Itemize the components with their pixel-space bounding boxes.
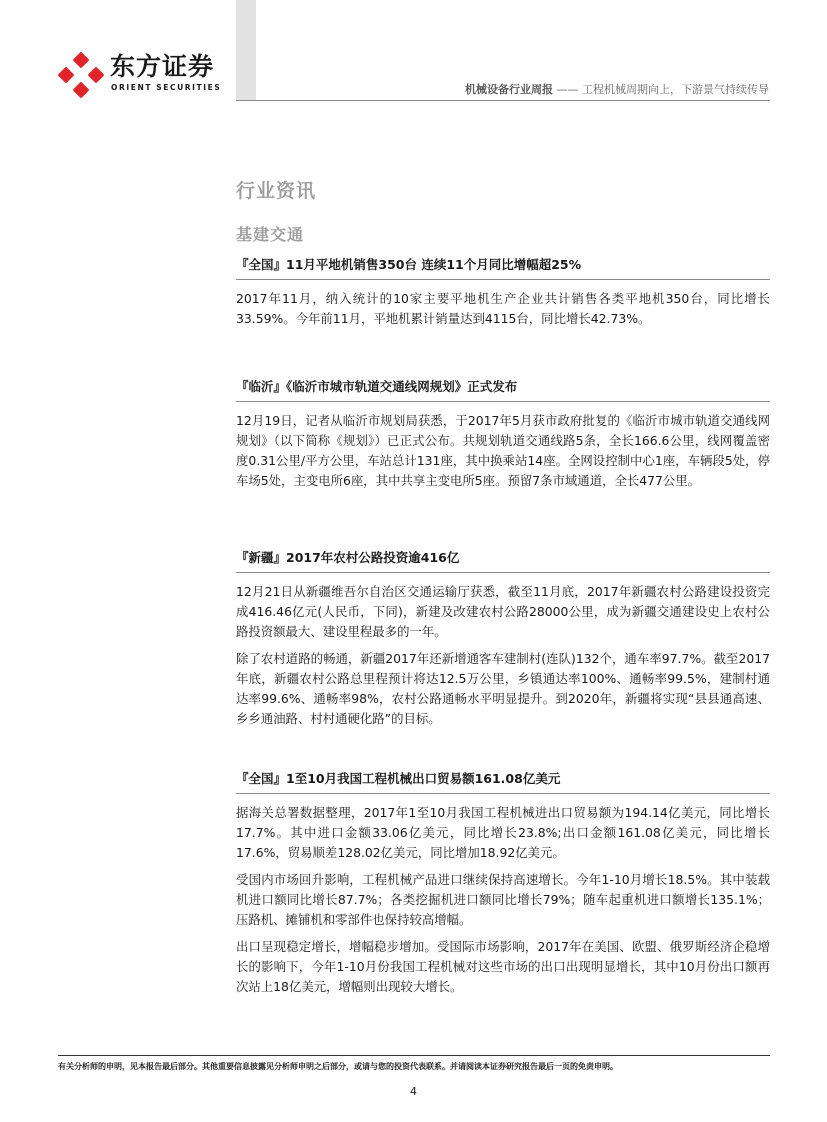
report-type: 机械设备行业周报 [465, 83, 553, 96]
article-1 [236, 257, 770, 329]
article-paragraph: 受国内市场回升影响，工程机械产品进口继续保持高速增长。今年1-10月增长18.5%。其中装载机进口额同比增长87.7%；各类挖掘机进口额同比增长79%；随车起重机进口额增长135.1%；压路机、摊铺机和零部件也保持较高增幅。 [236, 872, 770, 927]
article-3 [236, 550, 770, 729]
logo-english-name: ORIENT SECURITIES [111, 83, 222, 92]
section-title: 行业资讯 [236, 180, 317, 202]
article-paragraph: 2017年11月，纳入统计的10家主要平地机生产企业共计销售各类平地机350台，同比增长33.59%。今年前11月，平地机累计销量达到4115台，同比增长42.73%。 [236, 291, 770, 326]
logo-chinese-name: 东方证券 [110, 52, 215, 81]
article-paragraph: 出口呈现稳定增长，增幅稳步增加。受国际市场影响，2017年在美国、欧盟、俄罗斯经济企稳增长的影响下，今年1-10月份我国工程机械对这些市场的出口出现明显增长，其中10月份出口额再次站上18亿美元，增幅则出现较大增长。 [236, 939, 770, 994]
article-title: 『全国』11月平地机销售350台 连续11个月同比增幅超25% [236, 257, 770, 280]
article-title: 『全国』1至10月我国工程机械出口贸易额161.08亿美元 [236, 771, 770, 794]
article-2 [236, 379, 770, 491]
running-header [465, 81, 769, 97]
article-paragraph: 12月21日从新疆维吾尔自治区交通运输厅获悉，截至11月底，2017年新疆农村公路建设投资完成416.46亿元(人民币，下同)，新建及改建农村公路28000公里，成为新疆交通建设史上农村公路投资额最大、建设里程最多的一年。 [236, 584, 770, 639]
header-separator: —— [553, 83, 582, 96]
footer-disclaimer: 有关分析师的申明，见本报告最后部分。其他重要信息披露见分析师申明之后部分，或请与您的投资代表联系。并请阅读本证券研究报告最后一页的免责申明。 [58, 1062, 618, 1071]
sub-section-title: 基建交通 [236, 225, 305, 244]
article-paragraph: 除了农村道路的畅通，新疆2017年还新增通客车建制村(连队)132个，通车率97.7%。截至2017年底，新疆农村公路总里程预计将达12.5万公里，乡镇通达率100%、通畅率99.5%，建制村通达率99.6%、通畅率98%，农村公路通畅水平明显提升。到2020年，新疆将实现“县县通高速、乡乡通油路、村村通硬化路”的目标。 [236, 651, 770, 726]
article-title: 『新疆』2017年农村公路投资逾416亿 [236, 550, 770, 573]
header-divider [236, 100, 770, 101]
article-4 [236, 771, 770, 997]
report-title: 工程机械周期向上，下游景气持续传导 [582, 83, 769, 96]
article-title: 『临沂』《临沂市城市轨道交通线网规划》正式发布 [236, 379, 770, 402]
logo-mark-icon [58, 52, 104, 98]
company-logo [58, 52, 228, 98]
footer-divider [58, 1055, 770, 1056]
page-number: 4 [410, 1085, 417, 1098]
article-paragraph: 据海关总署数据整理，2017年1至10月我国工程机械进出口贸易额为194.14亿美元，同比增长17.7%。其中进口金额33.06亿美元，同比增长23.8%;出口金额161.08亿美元，同比增长17.6%，贸易顺差128.02亿美元，同比增加18.92亿美元。 [236, 805, 770, 860]
header-gray-band [236, 0, 256, 100]
article-paragraph: 12月19日，记者从临沂市规划局获悉，于2017年5月获市政府批复的《临沂市城市轨道交通线网规划》（以下简称《规划》）已正式公布。共规划轨道交通线路5条，全长166.6公里，线网覆盖密度0.31公里/平方公里，车站总计131座，其中换乘站14座。全网设控制中心1座，车辆段5处，停车场5处，主变电所6座，其中共享主变电所5座。预留7条市域通道，全长477公里。 [236, 413, 770, 488]
